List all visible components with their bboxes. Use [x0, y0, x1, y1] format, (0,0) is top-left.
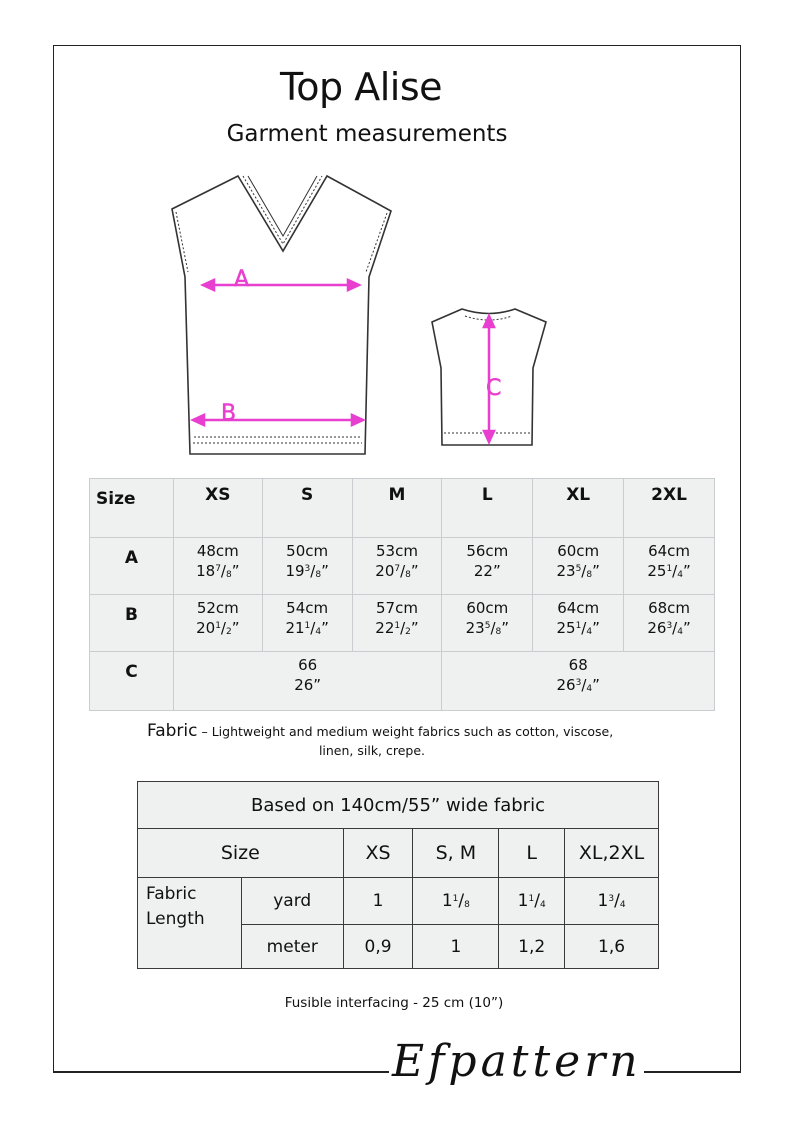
- row-c-label: C: [90, 652, 174, 711]
- cell-b-xl: 64cm $25^1/_4$”: [533, 595, 624, 652]
- fabric-line-1: – Lightweight and medium weight fabrics such as cotton, viscose,: [197, 724, 614, 739]
- yardage-size-s-m: S, M: [413, 829, 499, 878]
- yard-xs: 1: [343, 878, 413, 925]
- meter-xs: 0,9: [343, 925, 413, 969]
- label-b: B: [221, 401, 237, 426]
- fabric-note: [147, 722, 667, 760]
- meter-s-m: 1: [413, 925, 499, 969]
- cell-a-s: 50cm $19^3/_8$”: [262, 538, 352, 595]
- size-l-header: L: [442, 479, 533, 538]
- page-subtitle: Garment measurements: [226, 121, 508, 147]
- fabric-label: Fabric: [147, 721, 198, 741]
- fabric-line-2: linen, silk, crepe.: [318, 743, 426, 758]
- cell-c-l-2xl: 68 $26^3/_4$”: [442, 652, 715, 711]
- yard-s-m: $1^1/_8$: [413, 878, 499, 925]
- cell-b-xs: 52cm $20^1/_2$”: [173, 595, 262, 652]
- interfacing-note: Fusible interfacing - 25 cm (10”): [284, 995, 504, 1011]
- meter-xl-2xl: 1,6: [565, 925, 659, 969]
- yardage-title: Based on 140cm/55” wide fabric: [138, 782, 659, 829]
- cell-a-xl: 60cm $23^5/_8$”: [533, 538, 624, 595]
- row-b-label: B: [90, 595, 174, 652]
- meter-label: meter: [241, 925, 343, 969]
- front-view-drawing: [172, 176, 391, 454]
- frame-bottom-left: [53, 1071, 389, 1073]
- size-m-header: M: [352, 479, 442, 538]
- cell-a-l: 56cm 22”: [442, 538, 533, 595]
- size-measurement-table: [89, 478, 715, 711]
- cell-a-m: 53cm $20^7/_8$”: [352, 538, 442, 595]
- garment-diagrams: [0, 0, 794, 470]
- label-c: C: [486, 376, 502, 401]
- row-a-label: A: [90, 538, 174, 595]
- size-s-header: S: [262, 479, 352, 538]
- size-header: Size: [90, 479, 174, 538]
- frame-bottom-right: [644, 1071, 741, 1073]
- cell-b-2xl: 68cm $26^3/_4$”: [624, 595, 715, 652]
- size-xl-header: XL: [533, 479, 624, 538]
- fabric-length-label: Fabric Length: [138, 878, 242, 969]
- yardage-size-l: L: [499, 829, 565, 878]
- yardage-size-label: Size: [138, 829, 344, 878]
- cell-a-2xl: 64cm $25^1/_4$”: [624, 538, 715, 595]
- page-title: Top Alise: [280, 65, 442, 109]
- yardage-size-xs: XS: [343, 829, 413, 878]
- size-xs-header: XS: [173, 479, 262, 538]
- yardage-size-xl-2xl: XL,2XL: [565, 829, 659, 878]
- yard-label: yard: [241, 878, 343, 925]
- yard-l: $1^1/_4$: [499, 878, 565, 925]
- yard-xl-2xl: $1^3/_4$: [565, 878, 659, 925]
- efpattern-logo: Efpattern: [392, 1036, 642, 1087]
- cell-a-xs: 48cm $18^7/_8$”: [173, 538, 262, 595]
- cell-c-xs-m: 66 26”: [173, 652, 442, 711]
- label-a: A: [234, 267, 250, 292]
- size-2xl-header: 2XL: [624, 479, 715, 538]
- meter-l: 1,2: [499, 925, 565, 969]
- cell-b-s: 54cm $21^1/_4$”: [262, 595, 352, 652]
- cell-b-l: 60cm $23^5/_8$”: [442, 595, 533, 652]
- cell-b-m: 57cm $22^1/_2$”: [352, 595, 442, 652]
- yardage-table: [137, 781, 659, 969]
